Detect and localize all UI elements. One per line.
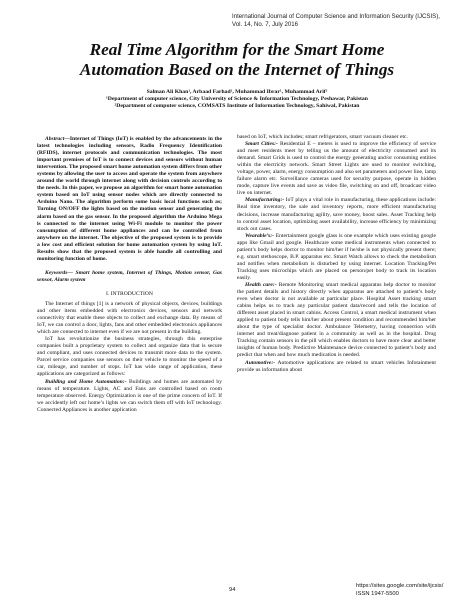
author-block <box>60 89 414 110</box>
wearables-paragraph <box>237 233 436 282</box>
automotive-label: Automotive:- <box>245 359 276 366</box>
smart-cities-text: Residential E – meters is used to improve the efficiency of service and meet residents meet by telling us the amount of electricity consumed and its demand. Smart Grids is used to control the energy generating and/or consuming entities within the electricity network. Smart Street Lights are used to monitor switching, voltage, power, alarm, energy consumption and also set parameters and power line, lamp failure alarm etc. Surveillance cameras used for security purpose, operate in hidden mode, capture live events and save as video file, switching on and off, broadcast video live on internet. <box>237 141 436 197</box>
health-care-paragraph <box>237 282 436 360</box>
intro-paragraph-2: IoT has revolutionize the business strategies, through this enterprise companies built a proprietary system to collect and organize data that is secure and compliant, and uses connected devices to transmit more data to the system. Parcel service companies use sensors on their vehicle to monitor the speed of a car, mileage, and number of stops. IoT has wide range of application, these applications are categorized as follows: <box>37 336 222 378</box>
title-line-1: Real Time Algorithm for the Smart Home <box>89 40 385 59</box>
automotive-text: Automotive applications are related to smart vehicles Infotainment provide us information about <box>237 359 436 373</box>
left-column <box>37 136 222 414</box>
affiliation-1: ¹Department of computer science, City University of Science & Information Technology, Peshawar, Pakistan <box>106 96 368 103</box>
page-number: 94 <box>229 587 236 593</box>
building-automation-label: Building and Home Automation:- <box>45 378 127 385</box>
journal-name: International Journal of Computer Science and Information Security (IJCSIS), <box>232 13 440 20</box>
health-care-text: Remote Monitoring smart medical apparatus help doctor to monitor the patient details and history directly when apparatus are attached to patient’s body even when doctor is not available at particular place. Hospital Asset tracking smart cabins helps us to track any particular patient data/record and tells the location of different asset placed in smart cabins. Access Control, a smart medical instrument when applied to patient body tells him/her about present condition and recommended him/her about the type of specialist doctor. Ambulance Telemetry, having connection with internet and treat/diagnose patient in a community as well as in the hospital. Drug Tracking contain sensors in the pill which enables doctors to have more clear and better insights of human body. Predictive Maintenance device connected to patient’s body and predict that when and how much medication is needed. <box>237 281 436 359</box>
continued-paragraph: based on IoT, which includes; smart refrigerators, smart vacuum cleaner etc. <box>237 134 408 140</box>
building-automation-text: Buildings and homes are automated by means of temperature. Lights, AC and Fans are controlled based on room temperature observed. Energy Optimization is one of the prime concern of IoT. If we accidently left our home’s lights we can switch them off with IoT technology. Connected Appliances is another application <box>37 378 222 413</box>
smart-cities-paragraph <box>237 141 436 197</box>
building-automation-paragraph <box>37 379 222 414</box>
journal-volume: Vol. 14, No. 7, July 2016 <box>232 21 299 28</box>
automotive-paragraph <box>237 360 436 374</box>
smart-cities-label: Smart Cities:- <box>245 141 278 148</box>
keywords <box>37 270 222 284</box>
affiliation-2: ²Department of computer science, COMSATS Institute of Information Technology, Sahiwal, Pakistan <box>114 103 360 110</box>
footer-links <box>356 583 443 598</box>
keywords-label: Keywords— <box>45 269 73 276</box>
issn: ISSN 1947-5500 <box>356 590 399 597</box>
manufacturing-text: IoT plays a vital role in manufacturing, these applications include: Real time inventory, the sale and inventory reports, more efficient manufacturing decisions, increase manufacturing agility, save money, boost sales. Asset Tracking help to control asset location, optimizing asset availability, increase efficiency by minimizing stock out cases. <box>237 197 436 232</box>
right-column <box>237 134 436 374</box>
manufacturing-label: Manufacturing:- <box>245 197 285 204</box>
title-line-2: Automation Based on the Internet of Things <box>79 60 395 79</box>
manufacturing-paragraph <box>237 197 436 232</box>
wearables-text: Entertainment google glass is one example which uses existing google apps like Gmail and google. Healthcare some medical instruments when connected to patient’s body helps doctor to monitor him/her if he/she is not physically present there; e.g. smart stethoscope, B.P. apparatus etc. Smart Watch allows to check the metabolism and notifies when metabolism is disturbed by using internet. Location Tracking/Pet Tracking uses microchips which are placed on person/pet body to track its location easily. <box>237 232 436 281</box>
journal-header <box>232 13 452 29</box>
journal-url[interactable]: https://sites.google.com/site/ijcsis/ <box>356 583 444 589</box>
health-care-label: Health care:- <box>245 281 277 288</box>
wearables-label: Wearable’s:- <box>245 232 274 239</box>
abstract-label: Abstract <box>45 136 65 142</box>
section-heading-introduction: I. INTRODUCTION <box>106 290 153 297</box>
intro-paragraph-1: The Internet of things [1] is a network of physical objects, devices, buildings and other items embedded with electronics devices, sensors and network connectivity that enable these objects to collect and exchange data. By means of IoT, we can control a door, lights, fans and other embedded electronics appliances which are connected to internet even if we are not present in the building. <box>37 300 222 336</box>
abstract-text: —Internet of Things (IoT) is enabled by the advancements in the latest technologies including sensors, Radio Frequency Identification (RFIDS), internet protocols and communication technologies. The most important premises of IoT is to connect devices and sensors without human intervention. The proposed smart home automation system differs from other systems by allowing the user to access and operate the system from anywhere around the world through internet along with decision controls according to the needs. In this paper, we propose an algorithm for smart home automation system based on IoT using sensor nodes which are directly connected to Arduino Nano. The algorithm perform some basic local functions such as; Turning ON/OFF the lights based on the motion sensor and generating the alarm based on the gas sensor. In the proposed algorithm the Arduino Mega is connected to the internet using Wi-Fi module to monitor the power consumption of different home appliances and can be controlled from anywhere on the internet. The objective of the proposed system is to provide a low cost and efficient solution for home automation system by using IoT. Results show that the proposed system is able handle all controlling and monitoring function of home. <box>37 136 222 262</box>
abstract <box>37 136 222 263</box>
author-names: Salman Ali Khan¹, Arbaad Farhad¹, Muhammad Ibrar¹, Muhammad Arif² <box>146 89 328 95</box>
keywords-text: Smart home system, Internet of Things, Motion sensor, Gas sensor, Alarm system <box>37 269 222 283</box>
paper-title <box>40 40 434 80</box>
